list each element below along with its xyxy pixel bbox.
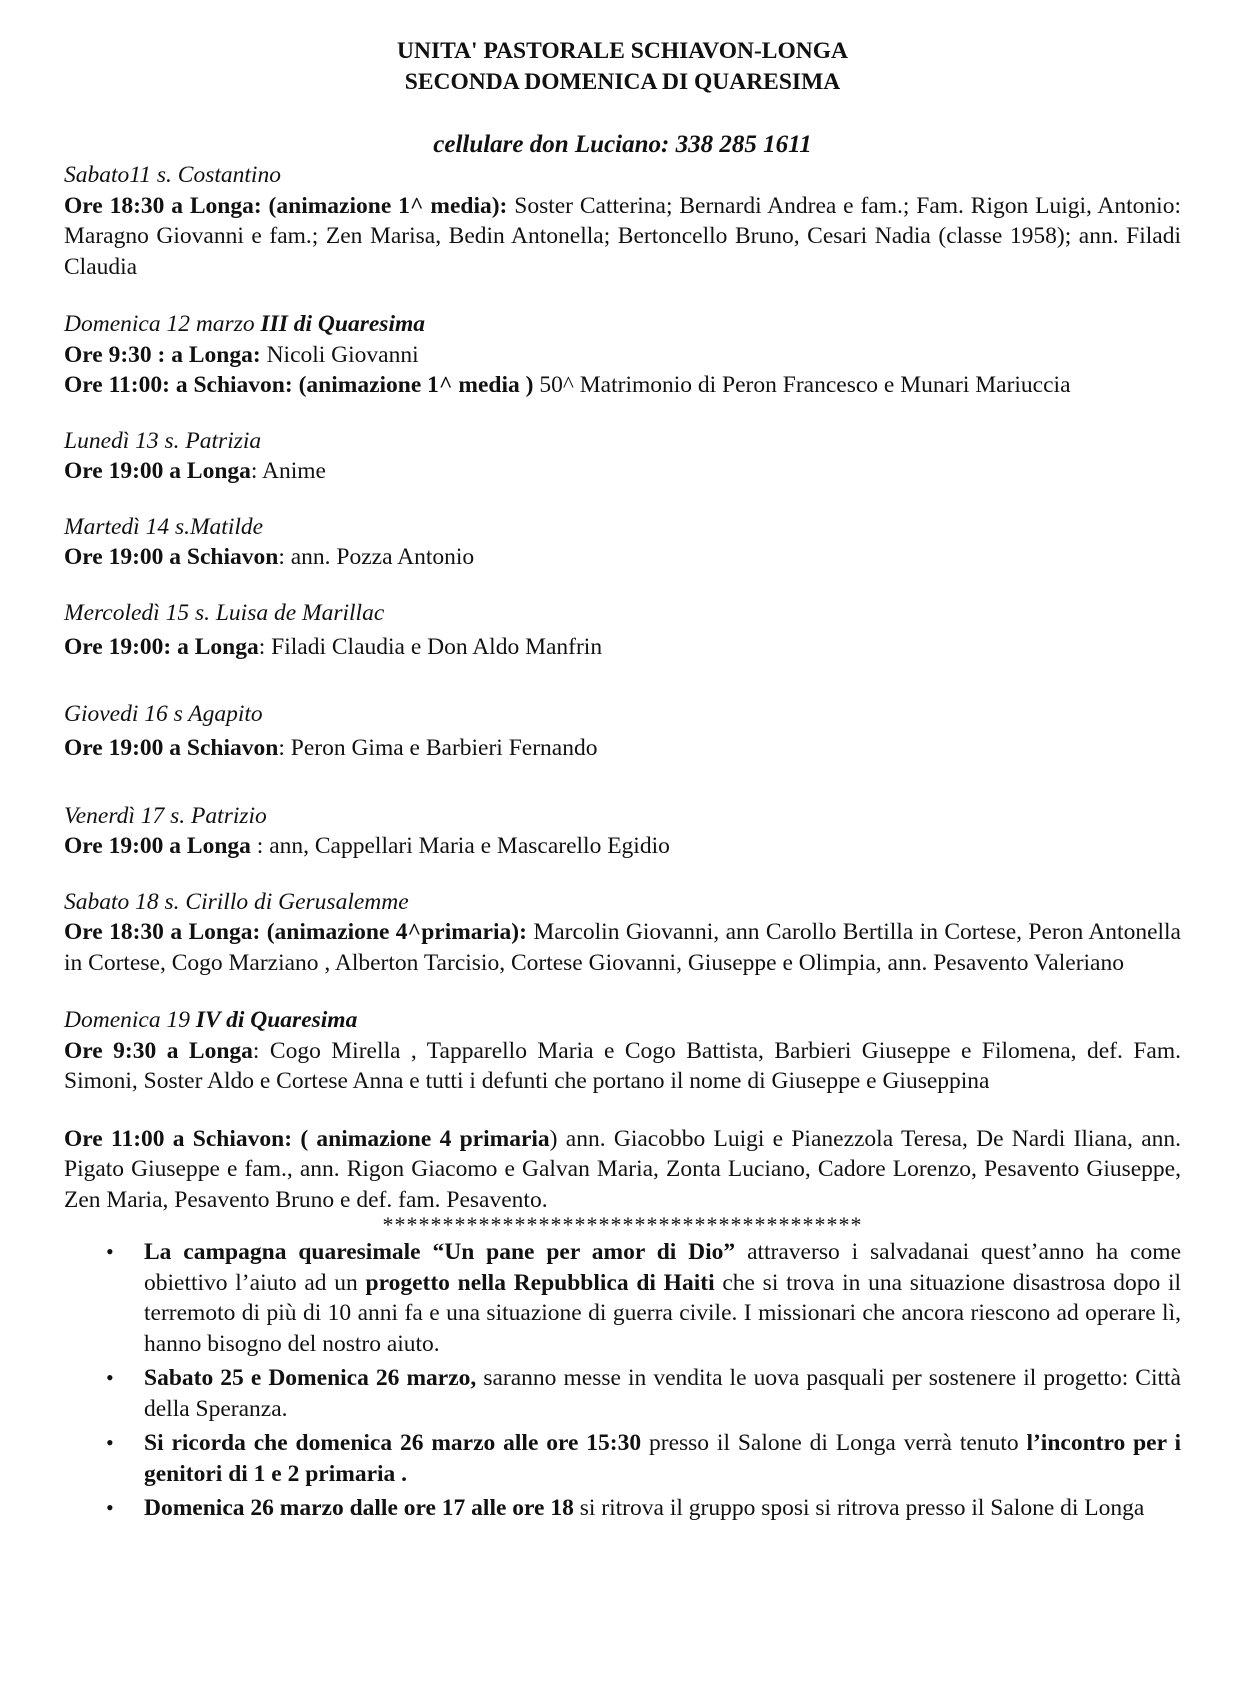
mass-time-place: Ore 11:00: a Schiavon: (animazione 1^ media ): [64, 372, 534, 398]
mass-intentions: : ann. Pozza Antonio: [278, 544, 475, 570]
announcement-text: saranno messe in vendita le uova pasquali per sostenere il progetto: Città della Speranza.: [144, 1365, 1181, 1422]
day-heading: Martedì 14 s.Matilde: [64, 513, 264, 540]
header-title: UNITA' PASTORALE SCHIAVON-LONGA: [397, 38, 848, 64]
mass-time-place: Ore 19:00 a Schiavon: [64, 735, 279, 761]
announcement-item: [64, 1237, 1181, 1359]
announcement-highlight: Sabato 25 e Domenica 26 marzo,: [144, 1365, 477, 1391]
day-heading: Mercoledì 15 s. Luisa de Marillac: [64, 599, 385, 626]
announcement-highlight: Domenica 26 marzo dalle ore 17 alle ore 18: [144, 1495, 574, 1521]
day-date: Domenica 12 marzo: [64, 311, 261, 337]
mass-entry: [64, 1124, 1181, 1216]
mass-entry: [64, 1036, 1181, 1097]
mass-intentions: : ann, Cappellari Maria e Mascarello Egidio: [250, 833, 670, 859]
mass-intentions: 50^ Matrimonio di Peron Francesco e Munari Mariuccia: [533, 372, 1071, 398]
mass-time-place: Ore 19:00 a Longa: [64, 458, 251, 484]
header-subtitle: SECONDA DOMENICA DI QUARESIMA: [404, 69, 841, 95]
mass-intentions: : Anime: [250, 458, 326, 484]
announcement-text: si ritrova il gruppo sposi si ritrova presso il Salone di Longa: [573, 1495, 1145, 1521]
mass-time-place: Ore 19:00: a Longa: [64, 634, 259, 660]
announcement-highlight: l’incontro per i genitori di 1 e 2 primaria .: [144, 1430, 1181, 1487]
mass-intentions: ) ann. Giacobbo Luigi e Pianezzola Teresa, De Nardi Iliana, ann. Pigato Giuseppe e fam., ann. Rigon Giacomo e Galvan Maria, Zonta Luciano, Cadore Lorenzo, Pesavento Giuseppe, Zen Maria, Pesavento Bruno e def. fam. Pesavento.: [64, 1125, 1182, 1213]
mass-entry: [64, 191, 1181, 283]
phone-number: cellulare don Luciano: 338 285 1611: [433, 131, 812, 158]
schedule-day: [64, 598, 1181, 663]
feast-name: IV di Quaresima: [195, 1007, 358, 1033]
mass-time-place: Ore 11:00 a Schiavon: ( animazione 4 primaria: [64, 1125, 550, 1152]
mass-time-place: Ore 19:00 a Schiavon: [64, 544, 279, 570]
schedule-day: [64, 309, 1181, 401]
mass-entry: [64, 831, 1181, 862]
bulletin-header: [64, 36, 1181, 98]
day-heading: [64, 1005, 1181, 1036]
mass-entry: [64, 542, 1181, 573]
announcement-text: attraverso i salvadanai quest’anno ha come obiettivo l’aiuto ad un: [144, 1239, 1181, 1296]
schedule-day: [64, 801, 1181, 862]
mass-intentions: : Filadi Claudia e Don Aldo Manfrin: [258, 634, 603, 660]
mass-intentions: Marcolin Giovanni, ann Carollo Bertilla in Cortese, Peron Antonella in Cortese, Cogo Marziano , Alberton Tarcisio, Cortese Giovanni, Giuseppe e Olimpia, ann. Pesavento Valeriano: [64, 919, 1181, 976]
schedule-day: [64, 699, 1181, 764]
feast-name: III di Quaresima: [260, 311, 426, 337]
bullet-icon: •: [106, 1239, 114, 1264]
mass-entry: [64, 340, 1181, 371]
mass-time-place: Ore 9:30 a Longa: [64, 1037, 253, 1064]
day-heading: Giovedi 16 s Agapito: [64, 700, 263, 727]
schedule-day: [64, 1005, 1181, 1215]
announcement-item: [64, 1363, 1181, 1424]
schedule-day: [64, 512, 1181, 573]
day-heading: Venerdì 17 s. Patrizio: [64, 802, 267, 829]
bullet-icon: •: [106, 1365, 114, 1390]
mass-entry: [64, 632, 1181, 663]
separator-line: ****************************************: [382, 1212, 863, 1237]
mass-entry: [64, 733, 1181, 764]
announcement-highlight: La campagna quaresimale “Un pane per amor di Dio”: [144, 1239, 736, 1265]
announcement-highlight: progetto nella Repubblica di Haiti: [365, 1269, 715, 1296]
mass-entry: [64, 456, 1181, 487]
bullet-icon: •: [106, 1495, 114, 1520]
day-heading: Sabato 18 s. Cirillo di Gerusalemme: [64, 888, 409, 915]
mass-time-place: Ore 9:30 : a Longa:: [64, 341, 261, 368]
day-heading: [64, 309, 1181, 340]
day-heading: Sabato11 s. Costantino: [64, 162, 281, 188]
schedule-day: [64, 887, 1181, 979]
announcements-list: [64, 1237, 1181, 1524]
mass-intentions: Nicoli Giovanni: [260, 341, 419, 368]
announcement-text: presso il Salone di Longa verrà tenuto: [641, 1430, 1027, 1456]
announcement-highlight: Si ricorda che domenica 26 marzo alle ore 15:30: [144, 1430, 642, 1456]
day-date: Domenica 19: [64, 1007, 196, 1033]
announcement-item: [64, 1428, 1181, 1489]
mass-intentions: : Peron Gima e Barbieri Fernando: [278, 735, 598, 761]
mass-entry: [64, 370, 1181, 401]
mass-intentions: Soster Catterina; Bernardi Andrea e fam.; Fam. Rigon Luigi, Antonio: Maragno Giovanni e fam.; Zen Marisa, Bedin Antonella; Bertoncello Bruno, Cesari Nadia (classe 1958); ann. Filadi Claudia: [64, 192, 1181, 280]
announcement-item: [64, 1493, 1181, 1524]
schedule-day: [64, 426, 1181, 487]
mass-time-place: Ore 18:30 a Longa: (animazione 4^primaria):: [64, 919, 527, 945]
day-heading: Lunedì 13 s. Patrizia: [64, 427, 262, 454]
mass-entry: [64, 917, 1181, 978]
bullet-icon: •: [106, 1430, 114, 1455]
mass-time-place: Ore 18:30 a Longa: (animazione 1^ media):: [64, 192, 508, 219]
schedule-day: [64, 160, 1181, 282]
mass-time-place: Ore 19:00 a Longa: [64, 833, 251, 859]
mass-intentions: : Cogo Mirella , Tapparello Maria e Cogo Battista, Barbieri Giuseppe e Filomena, def. Fam. Simoni, Soster Aldo e Cortese Anna e tutti i defunti che portano il nome di Giuseppe e Giuseppina: [64, 1037, 1181, 1094]
announcement-text: che si trova in una situazione disastrosa dopo il terremoto di più di 10 anni fa e una situazione di guerra civile. I missionari che ancora riescono ad operare lì, hanno bisogno del nostro aiuto.: [144, 1269, 1182, 1357]
